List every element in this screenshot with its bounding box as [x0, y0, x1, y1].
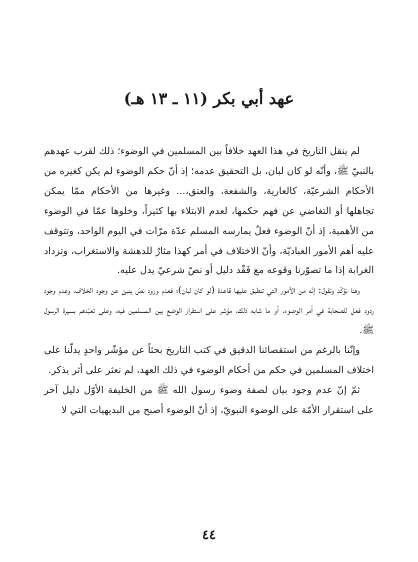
page-number: ٤٤	[202, 528, 216, 543]
paragraph: ثمّ إنّ عدم وجود بيان لصفة وضوء رسول الله ﷺ من الخليفة الأوّل دليل آخر على استقرار الأمّة على الوضوء النبويّ، إذ أنّ الوضوء أصبح من البديهيات التي لا	[44, 384, 374, 416]
paragraph: وإنّنا بالرغم من استقصائنا الدقيق في كتب التاريخ بحثاً عن مؤشّر واحدٍ يدلّنا على اختلاف المسلمين في حكم من أحكام الوضوء في ذلك العهد، لم نعثر على أثر يذكر.	[44, 345, 374, 376]
paragraph: لم ينقل التاريخ في هذا العهد خلافاً بين المسلمين في الوضوء؛ ذلك لقرب عهدهم بالنبيّ ﷺ، وأنّه لو كان لبان، بل التحقيق عدمه؛ إذ أنّ حكم الوضوء لم يكن كغيره من الأحكام الشرعيّة، كالعارية، والشفعة، والعتق،... وغيرها من الأحكام ممّا يمكن تجاهلها أو التغاضي عن فهم حكمها، لعدم الابتلاء بها كثيراً، وخلوها عمّا في الوضوء من الأهمية، إذ أنّ الوضوء فعلٌ يمارسه المسلم عدّة مرّات في اليوم الواحد، وتتوقف عليه أهم الأمور العباديّة، وأنّ الاختلاف في أمر كهذا مثارٌ للدهشة والاستغراب، وتزداد الغرابة إذا ما تصوّرنا وقوعه مع فَقْد دليل أو نصّ شرعيّ يدل عليه.	[44, 146, 374, 277]
body-text	[44, 142, 374, 421]
section-heading: عهد أبي بكر (١١ ـ ١٣ هـ)	[123, 89, 295, 108]
paragraph: وهنا نؤكّد ونقول: إنّه من الأمور التي تنطبق عليها قاعدة (لو كان لبان)؛ فعدم ورود نصّ ينبئ عن وجود الخلاف، وعدم وجود ردود فعل للصحابة في أمر الوضوء، أو ما شابه ذلك، مؤشر على استقرار الوضع بين المسلمين فيه، وعلى تعبّدهم بسيرة الرسول ﷺ.	[44, 285, 374, 337]
